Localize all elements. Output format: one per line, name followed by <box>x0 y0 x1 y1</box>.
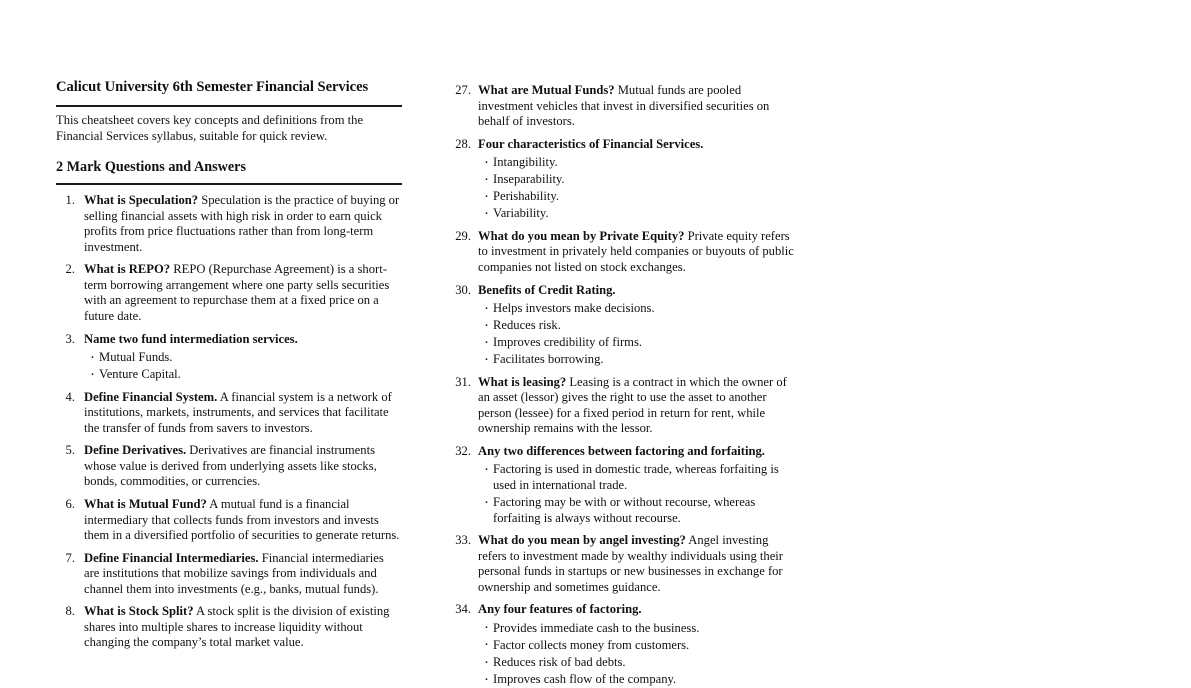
item-number: 3. <box>65 331 75 346</box>
question-text: Any two differences between factoring and forfaiting. <box>478 443 765 458</box>
list-item <box>449 533 795 595</box>
page-title: Calicut University 6th Semester Financial Services <box>56 79 369 95</box>
right-column <box>449 78 795 688</box>
item-number: 8. <box>65 604 75 619</box>
question-text: What is Stock Split? <box>84 604 194 619</box>
list-item <box>56 497 402 544</box>
list-item <box>449 137 795 222</box>
question-text: Four characteristics of Financial Services. <box>478 136 704 151</box>
bullet-item: · Venture Capital. <box>90 367 402 383</box>
bullet-item: · Intangibility. <box>484 155 795 171</box>
answer-text: Angel investing refers to investment made by wealthy individuals using their personal funds in startups or new businesses in exchange for ownership and sometimes guidance. <box>478 533 783 594</box>
item-number: 33. <box>455 533 471 548</box>
list-item <box>449 229 795 276</box>
item-number: 5. <box>65 443 75 458</box>
item-number: 34. <box>455 602 471 617</box>
item-number: 2. <box>65 262 75 277</box>
question-text: What are Mutual Funds? <box>478 83 615 97</box>
answer-text: Derivatives are financial instruments whose value is derived from underlying assets like stocks, bonds, commodities, or currencies. <box>84 443 377 489</box>
section-divider <box>56 183 402 185</box>
bullet-item: · Variability. <box>484 206 795 222</box>
section-heading: 2 Mark Questions and Answers <box>56 159 246 176</box>
question-text: Define Derivatives. <box>84 443 187 458</box>
item-number: 27. <box>455 83 471 97</box>
question-text: Name two fund intermediation services. <box>84 331 298 346</box>
answer-bullet-list <box>478 462 795 526</box>
left-column <box>56 78 402 651</box>
list-item <box>56 551 402 598</box>
question-text: What is leasing? <box>478 374 567 389</box>
bullet-item: · Inseparability. <box>484 172 795 188</box>
answer-text: Leasing is a contract in which the owner of an asset (lessor) gives the right to use the asset to another person (lessee) for a fixed period in return for rent, while ownership remains with the lessor. <box>478 374 787 436</box>
item-number: 4. <box>65 389 75 404</box>
bullet-item: · Factoring may be with or without recourse, whereas forfaiting is always without recourse. <box>484 495 795 526</box>
bullet-item: · Mutual Funds. <box>90 350 402 366</box>
list-item <box>56 390 402 437</box>
answer-bullet-list <box>478 155 795 222</box>
answer-text: Private equity refers to investment in privately held companies or buyouts of public companies not listed on stock exchanges. <box>478 228 794 274</box>
list-item <box>449 602 795 687</box>
bullet-item: · Perishability. <box>484 189 795 205</box>
bullet-item: · Improves credibility of firms. <box>484 335 795 351</box>
item-number: 32. <box>455 443 471 458</box>
bullet-item: · Reduces risk of bad debts. <box>484 655 795 671</box>
question-text: Any four features of factoring. <box>478 602 642 617</box>
bullet-item: · Factoring is used in domestic trade, whereas forfaiting is used in international trade. <box>484 462 795 493</box>
item-number: 1. <box>65 193 75 208</box>
answer-text: Mutual funds are pooled investment vehicles that invest in diversified securities on behalf of investors. <box>478 83 770 129</box>
question-text: Benefits of Credit Rating. <box>478 282 616 297</box>
list-item <box>56 262 402 324</box>
bullet-item: · Helps investors make decisions. <box>484 301 795 317</box>
question-text: What do you mean by Private Equity? <box>478 228 685 243</box>
bullet-item: · Factor collects money from customers. <box>484 638 795 654</box>
item-number: 31. <box>455 374 471 389</box>
item-number: 7. <box>65 550 75 565</box>
item-number: 30. <box>455 282 471 297</box>
answer-text: A stock split is the division of existing shares into multiple shares to increase liquidity without changing the company’s total market value. <box>84 604 390 650</box>
list-item <box>56 332 402 383</box>
left-question-list <box>56 193 402 651</box>
answer-bullet-list <box>478 621 795 688</box>
bullet-item: · Provides immediate cash to the business. <box>484 621 795 637</box>
list-item <box>449 375 795 437</box>
answer-text: Speculation is the practice of buying or selling financial assets with high risk in order to earn quick profits from price fluctuations rather than from long-term investment. <box>84 193 400 254</box>
item-number: 29. <box>455 228 471 243</box>
question-text: What is Speculation? <box>84 193 199 208</box>
two-column-layout <box>56 78 1136 688</box>
answer-text: REPO (Repurchase Agreement) is a short-term borrowing arrangement where one party sells securities with an agreement to repurchase them at a fixed price on a future date. <box>84 262 390 323</box>
list-item <box>56 443 402 490</box>
answer-text: A mutual fund is a financial intermediary that collects funds from investors and invests them in a diversified portfolio of securities to generate returns. <box>84 496 400 543</box>
question-text: Define Financial System. <box>84 389 218 404</box>
title-divider <box>56 105 402 107</box>
answer-text: Financial intermediaries are institutions that mobilize savings from individuals and channel them into investments (e.g., banks, mutual funds). <box>84 550 384 596</box>
item-number: 6. <box>65 496 75 511</box>
list-item <box>449 283 795 368</box>
answer-bullet-list <box>478 301 795 368</box>
answer-text: A financial system is a network of institutions, markets, instruments, and services that facilitate the transfer of funds from savers to investors. <box>84 389 392 435</box>
list-item <box>449 83 795 130</box>
list-item <box>449 444 795 526</box>
question-text: What do you mean by angel investing? <box>478 533 686 548</box>
answer-bullet-list <box>84 350 402 383</box>
list-item <box>56 604 402 651</box>
question-text: What is REPO? <box>84 262 171 277</box>
right-question-list <box>449 83 795 688</box>
intro-paragraph: This cheatsheet covers key concepts and definitions from the Financial Services syllabus, suitable for quick review. <box>56 113 364 144</box>
list-item <box>56 193 402 255</box>
bullet-item: · Reduces risk. <box>484 318 795 334</box>
question-text: What is Mutual Fund? <box>84 496 207 511</box>
item-number: 28. <box>455 136 471 151</box>
bullet-item: · Facilitates borrowing. <box>484 352 795 368</box>
bullet-item: · Improves cash flow of the company. <box>484 672 795 688</box>
question-text: Define Financial Intermediaries. <box>84 550 259 565</box>
